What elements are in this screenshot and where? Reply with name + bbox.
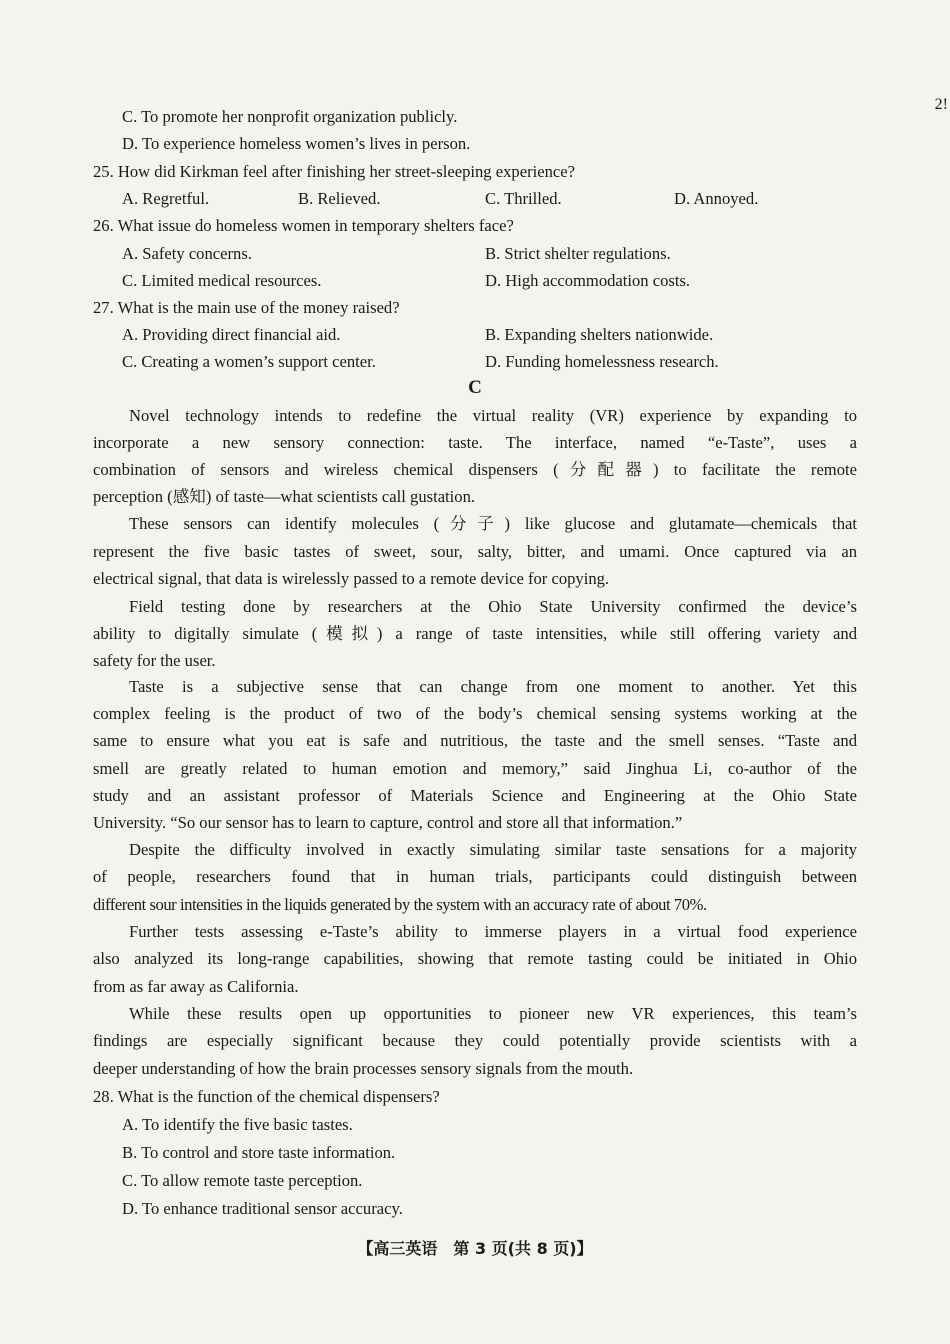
section-heading-c: C	[468, 377, 482, 398]
q27-option-a: A. Providing direct financial aid.	[122, 325, 341, 344]
q26-stem: 26. What issue do homeless women in temporary shelters face?	[93, 216, 514, 235]
corner-mark: 2!	[934, 96, 948, 113]
passage-line: findings are especially significant because they could potentially provide scientists with a	[93, 1031, 857, 1050]
passage-line: study and an assistant professor of Materials Science and Engineering at the Ohio State	[93, 786, 857, 805]
passage-line: Field testing done by researchers at the Ohio State University confirmed the device’s	[129, 597, 857, 616]
passage-line: combination of sensors and wireless chemical dispensers (分配器) to facilitate the remote	[93, 460, 857, 479]
passage-line: represent the five basic tastes of sweet, sour, salty, bitter, and umami. Once captured via an	[93, 542, 857, 561]
passage-line: Despite the difficulty involved in exactly simulating similar taste sensations for a majority	[129, 840, 857, 859]
q26-option-a: A. Safety concerns.	[122, 244, 252, 263]
q25-option-d: D. Annoyed.	[674, 189, 759, 208]
passage-line: smell are greatly related to human emotion and memory,” said Jinghua Li, co-author of the	[93, 759, 857, 778]
q28-option-a: A. To identify the five basic tastes.	[122, 1115, 353, 1134]
passage-line: Further tests assessing e-Taste’s ability to immerse players in a virtual food experience	[129, 922, 857, 941]
q24-option-c: C. To promote her nonprofit organization publicly.	[122, 107, 458, 126]
q24-option-d: D. To experience homeless women’s lives in person.	[122, 134, 471, 153]
q26-option-d: D. High accommodation costs.	[485, 271, 691, 290]
passage-line: Novel technology intends to redefine the virtual reality (VR) experience by expanding to	[129, 406, 857, 425]
q28-option-c: C. To allow remote taste perception.	[122, 1171, 363, 1190]
q26-option-b: B. Strict shelter regulations.	[485, 244, 671, 263]
passage-line: University. “So our sensor has to learn to capture, control and store all that information.”	[93, 813, 683, 832]
q27-option-d: D. Funding homelessness research.	[485, 352, 719, 371]
passage-line: same to ensure what you eat is safe and nutritious, the taste and the smell senses. “Taste and	[93, 731, 857, 750]
q26-option-c: C. Limited medical resources.	[122, 271, 322, 290]
q25-stem: 25. How did Kirkman feel after finishing her street-sleeping experience?	[93, 162, 575, 181]
passage-line: electrical signal, that data is wirelessly passed to a remote device for copying.	[93, 569, 610, 588]
q28-stem: 28. What is the function of the chemical dispensers?	[93, 1087, 440, 1106]
q25-option-a: A. Regretful.	[122, 189, 210, 208]
passage-line: Taste is a subjective sense that can change from one moment to another. Yet this	[129, 677, 857, 696]
passage-line: also analyzed its long-range capabilities, showing that remote tasting could be initiated in Ohio	[93, 949, 857, 968]
q27-stem: 27. What is the main use of the money raised?	[93, 298, 400, 317]
passage-line: perception (感知) of taste—what scientists call gustation.	[93, 487, 476, 506]
q25-option-c: C. Thrilled.	[485, 189, 562, 208]
passage-line: While these results open up opportunities to pioneer new VR experiences, this team’s	[129, 1004, 857, 1023]
q27-option-c: C. Creating a women’s support center.	[122, 352, 376, 371]
passage-line: complex feeling is the product of two of the body’s chemical sensing systems working at the	[93, 704, 857, 723]
page-footer: 【高三英语 第 3 页(共 8 页)】	[357, 1239, 593, 1258]
passage-line: safety for the user.	[93, 651, 216, 670]
passage-line: from as far away as California.	[93, 977, 299, 996]
q28-option-d: D. To enhance traditional sensor accuracy.	[122, 1199, 403, 1218]
passage-line: deeper understanding of how the brain processes sensory signals from the mouth.	[93, 1059, 634, 1078]
passage-line: ability to digitally simulate (模拟) a range of taste intensities, while still offering variety and	[93, 624, 857, 643]
q25-option-b: B. Relieved.	[298, 189, 381, 208]
q27-option-b: B. Expanding shelters nationwide.	[485, 325, 714, 344]
passage-line: different sour intensities in the liquids generated by the system with an accuracy rate of about 70%.	[93, 895, 707, 914]
passage-line: of people, researchers found that in human trials, participants could distinguish between	[93, 867, 857, 886]
q28-option-b: B. To control and store taste information.	[122, 1143, 396, 1162]
passage-line: incorporate a new sensory connection: taste. The interface, named “e-Taste”, uses a	[93, 433, 857, 452]
passage-line: These sensors can identify molecules (分子) like glucose and glutamate—chemicals that	[129, 514, 857, 533]
